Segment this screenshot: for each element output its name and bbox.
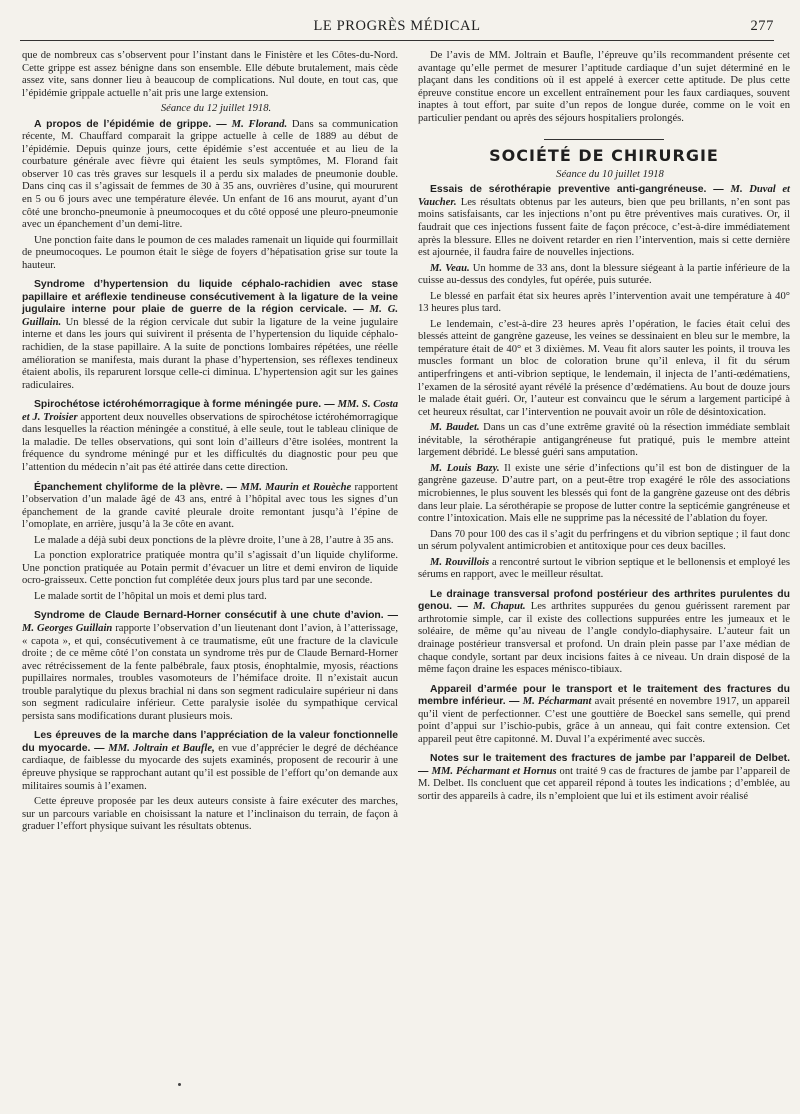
paragraph: La ponction exploratrice pratiquée montra qu’il s’agissait d’un liquide chyliforme. Une ponction pratiquée au Potain permit d’évacuer un litre et demi environ de liquide ocro-graisseux. Cette ponction fut complétée deux jours plus tard par une seconde. — [22, 550, 398, 587]
article-text: Il existe une série d’infections qu’il est bon de distinguer de la gangrène gazeuse. D’autre part, on a peut-être trop exagéré le rôle des associations microbiennes, le plus souvent les blessés qui font de la gangrène gazeuse ont des débris dans leur plaie. La sérothérapie se propose de lutter contre la septicémie gangréneuse et contre l’intoxication. Mais elle ne supprime pas la nécessité de l’ablation du foyer. — [418, 462, 790, 525]
running-header — [20, 14, 774, 41]
paragraph: De l’avis de MM. Joltrain et Baufle, l’épreuve qu’ils recommandent présente cet avantage qu’elle permet de mesurer l’aptitude cardiaque d’un sujet déterminé en le plaçant dans les conditions où il est appelé à exercer cette aptitude. De plus cette épreuve constitue encore un excellent entraînement pour les faux cardiaques, souvent inaptes à tout effort, par suite d’un repos de longue durée, comme on le voit en particulier pendant ou après des séjours hospitaliers prolongés. — [418, 50, 790, 124]
article-heading: Notes sur le traitement des fractures de jambe par l’appareil de Delbet. — — [418, 753, 790, 777]
article-text: Un homme de 33 ans, dont la blessure siégeant à la partie inférieure de la cuisse au-dessus des condyles, fut opérée, puis suturée. — [418, 262, 790, 287]
article-text: Dans sa communication récente, M. Chauffard comparait la grippe actuelle à celle de 1889 au début de l’épidémie. Depuis quinze jours, cette épidémie s’est accentuée et au lieu de la courbature générale avec fièvre qui étaient les seuls symptômes, M. Florand fait observer 10 cas très graves sur lesquels il a perdu six malades de pneumonie double. Dans cinq cas il s’agissait de femmes de 30 à 35 ans, ouvrières d’usine, qui moururent en 5 ou 6 jours avec une température élevée. Un enfant de 16 ans mourut, ayant d’un côté une broncho-pneumonie à pneumocoques et du côté opposé une pleuro-pneumonie avec un épanchement d’un demi-litre. — [22, 118, 398, 231]
article-bazy — [418, 463, 790, 526]
article-joltrain-baufle — [22, 730, 398, 793]
article-author: M. Florand. — [231, 118, 288, 130]
page-number: 277 — [750, 18, 774, 34]
article-author: MM. S. Costa et J. Troisier — [22, 399, 398, 423]
article-text: rapporte l’observation d’un lieutenant dont l’avion, à l’atterissage, « capota », et qui, consécutivement à ce traumatisme, eût une fracture de la clavicule droite ; de ce même côté l’on constata un syndrome très pur de Claude Bernard-Horner avec rétrécissement de la fente palbébrale, faux ptosis, énophtalmie, myosis, réactions pupillaires normales, troubles vasomoteurs de l’hémiface droite. Il n’existait aucun trouble paralytique du plexus brachial ni dans son segment radiculaire supérieur ni dans son segment radiculaire inférieur. Cette paralysie isolée du sympathique cervical persista sans modifications durant plusieurs mois. — [22, 622, 398, 722]
article-text: rapportent l’observation d’un malade âgé de 43 ans, entré à l’hôpital avec tous les signes d’un épanchement de la grande cavité pleurale droite remontant jusqu’à l’épine de l’omoplate, en arrière, jusqu’à la 3e côte en avant. — [22, 481, 398, 531]
section-title: SOCIÉTÉ DE CHIRURGIE — [489, 146, 719, 166]
paragraph: Le blessé en parfait état six heures après l’intervention avait une température à 40° 13 heures plus tard. — [418, 290, 790, 315]
paragraph: Dans 70 pour 100 des cas il s’agit du perfringens et du vibrion septique ; il faut donc un sérum polyvalent antimicrobien et antitoxique pour ces deux bacilles. — [418, 528, 790, 553]
article-baudet — [418, 422, 790, 460]
article-pecharmant — [418, 684, 790, 747]
article-text: ont traité 9 cas de fractures de jambe par l’appareil de M. Delbet. Ils concluent que cet appareil répond à toutes les indications ; d’emblée, au sortir des appareils à cadre, ils n’emploient que lui et ils estiment avoir réalisé — [418, 765, 790, 802]
article-heading: Le drainage transversal profond postérieur des arthrites purulentes du genou. — — [418, 588, 790, 613]
article-chaput — [418, 589, 790, 677]
article-author: M. Pécharmant — [522, 696, 592, 708]
article-heading: Épanchement chyliforme de la plèvre. — — [34, 481, 241, 493]
article-author: M. Louis Bazy. — [430, 462, 500, 474]
article-text: apportent deux nouvelles observations de spirochétose ictérohémorragique dans lesquelles la réaction méningée a constitué, à elle seule, tout le tableau clinique de la maladie. De telles observations, qui sont loin d’ailleurs d’être isolées, montrent la fréquence du syndrome méningé pur et les difficultés du diagnostic pour peu que l’attention du médecin n’ait pas été attirée dans cette direction. — [22, 411, 399, 473]
article-delbet — [418, 753, 790, 803]
paragraph: Cette épreuve proposée par les deux auteurs consiste à faire exécuter des marches, sur un parcours variable en choisissant la nature et l’inclinaison du terrain, de façon à graduer l’effort physique suivant les résultats obtenus. — [22, 796, 398, 833]
article-costa-troisier — [22, 399, 398, 474]
article-author: M. Veau. — [430, 262, 470, 274]
article-heading: Syndrome d’hypertension du liquide céphalo-rachidien avec stase papillaire et aréflexie tendineuse consécutivement à la ligature de la veine jugulaire interne pour plaie de guerre de la région cervicale. — — [22, 279, 398, 316]
journal-title: LE PROGRÈS MÉDICAL — [313, 18, 481, 34]
paragraph: Une ponction faite dans le poumon de ces malades ramenait un liquide qui fourmillait de pneumocoques. Le poumon était le siège de foyers d’hépatisation grise sur toute la hauteur. — [22, 234, 398, 271]
session-date: Séance du 10 juillet 1918 — [556, 168, 664, 180]
article-heading: Spirochétose ictérohémorragique à forme méningée pure. — — [34, 399, 338, 411]
paragraph: Le malade sortit de l’hôpital un mois et demi plus tard. — [34, 590, 267, 602]
article-heading: Appareil d’armée pour le transport et le traitement des fractures du membre inférieur. — — [418, 683, 790, 708]
paragraph: Le lendemain, c’est-à-dire 23 heures après l’opération, le facies était celui des blessés atteint de gangrène gazeuse, les veines se dessinaient en bleu sur le membre, la température était de 40° et 3 dixièmes. M. Veau fit alors sauter les points, il trouva les muscles formant un bloc de coloration brune qu’il enleva, il fit du sérum antiperfringens et anti-vibrion septique, le lendemain, il injecta de l’anti-œdématiens, l’examen de la sérosité ayant révélé la présence d’œdématiens. Au bout de douze jours le malade était guéri. Or, l’auteur est convaincu que le sérum a largement participé à cet heureux résultat, car l’intervention ne pouvait avoir un rôle de désintoxication. — [418, 318, 790, 418]
article-heading: Les épreuves de la marche dans l’appréciation de la valeur fonctionnelle du myocarde. — — [22, 730, 398, 754]
article-text: avait présenté en novembre 1917, un appareil qu’il vient de perfectionner. C’est une gouttière de Boeckel sans semelle, qui prend point d’appui sur l’ischio-pubis, grâce à un anneau, qui fait contre extension. Cet appareil peut être capitonné. M. Duval l’a expérimenté avec succès. — [418, 696, 790, 745]
article-author: M. Duval et Vaucher. — [418, 184, 790, 208]
paragraph: Le malade a déjà subi deux ponctions de la plèvre droite, l’une à 28, l’autre à 35 ans. — [34, 534, 394, 546]
article-author: MM. Pécharmant et Hornus — [431, 765, 557, 777]
article-maurin-roueche — [22, 482, 398, 532]
article-florand — [22, 119, 398, 232]
article-text: a rencontré surtout le vibrion septique et le bellonensis et employé les sérums en rapport, avec le meilleur résultat. — [418, 556, 790, 581]
article-author: MM. Joltrain et Baufle, — [108, 742, 215, 754]
article-text: en vue d’apprécier le degré de déchéance cardiaque, de faiblesse du myocarde des sujets examinés, proposent de recourir à une épreuve physique se rapprochant autant qu’il est possible de l’effort qu’on demande aux militaires soumis à l’examen. — [22, 742, 398, 792]
article-author: M. Rouvillois — [430, 556, 490, 568]
article-claude-bernard-horner — [22, 610, 398, 723]
article-text: Un blessé de la région cervicale dut subir la ligature de la veine jugulaire interne et dans les jours qui suivirent il présenta de l’hypertension du liquide céphalo-rachidien, de la stase papillaire. A la suite de ponctions lombaires répétées, une réelle amélioration se manifesta, mais durant la phase d’hypertension, ses réflexes tendineux étaient abolis, ils reparurent lorsque celle-ci diminua. L’hypertension agit sur les gaines radiculaires. — [22, 316, 398, 391]
article-heading: Essais de sérothérapie preventive anti-gangréneuse. — — [430, 184, 731, 196]
article-veau — [418, 263, 790, 288]
right-column — [418, 50, 790, 807]
article-rouvillois — [418, 557, 790, 582]
article-guillain — [22, 279, 398, 392]
section-divider — [544, 139, 664, 140]
paragraph: que de nombreux cas s’observent pour l’instant dans le Finistère et les Côtes-du-Nord. Cette grippe est assez bénigne dans son ensemble. Elle débute brutalement, mais cède assez vite, sans donner lieu à beaucoup de complications. Nul doute, en tout cas, que l’épidémie grippale actuelle n’ait pris une large extension. — [22, 50, 398, 99]
article-heading: A propos de l’épidémie de grippe. — — [34, 118, 232, 130]
article-text: Les résultats obtenus par les auteurs, bien que peu brillants, n’en sont pas moins satisfaisants, car les injections n’ont pu être préventives mais curatives. Or, il faudrait que ces injections fussent faite de façon précoce, c’est-à-dire immédiatement après la blessure. Elles ne doivent retarder en rien l’intervention, mais si cette dernière est ajournée, il faudra faire de nouvelles injections. — [418, 196, 790, 259]
article-author: M. Baudet. — [430, 422, 480, 434]
article-author: MM. Maurin et Rouèche — [240, 481, 352, 493]
print-speck — [178, 1083, 181, 1086]
article-text: Dans un cas d’une extrême gravité où la résection immédiate semblait inévitable, la sérothérapie antigangréneuse fut pratiqué, puis le membre atteint largement débridé. Le blessé guéri sans amputation. — [418, 422, 791, 459]
article-author: M. Chaput. — [473, 601, 526, 613]
article-text: Les arthrites suppurées du genou guérissent rarement par arthrotomie simple, car il existe des collections suppurées entre les jumeaux et le soléaire, de même qu’au niveau de l’angle condylo-diaphysaire. L’auteur fait un drainage postérieur transversal et profond. Un drain plein passe par l’axe médian de chaque condyle, sortant par deux incisions faites à ce niveau. Un drain disposé de la même façon draine les espaces ménisco-tibiaux. — [418, 601, 790, 676]
article-seroth — [418, 184, 790, 259]
article-heading: Syndrome de Claude Bernard-Horner consécutif à une chute d’avion. — — [34, 610, 398, 622]
left-column — [22, 50, 398, 837]
article-author: M. G. Guillain. — [22, 304, 398, 328]
article-author: M. Georges Guillain — [22, 622, 113, 634]
session-date: Séance du 12 juillet 1918. — [160, 103, 272, 115]
